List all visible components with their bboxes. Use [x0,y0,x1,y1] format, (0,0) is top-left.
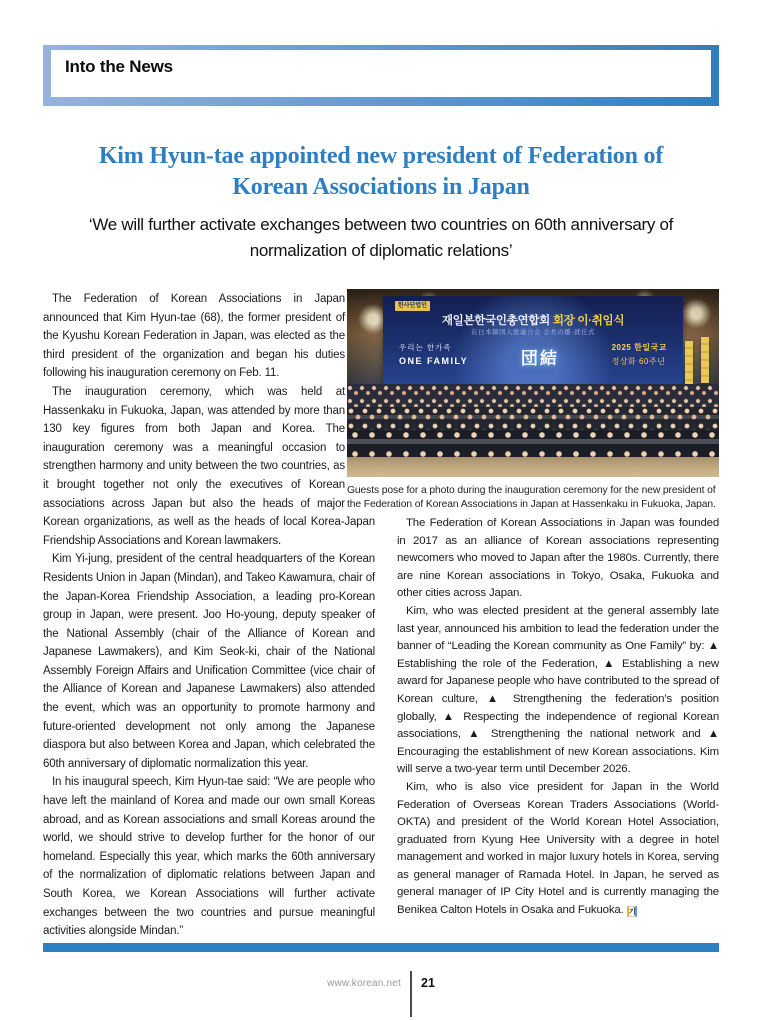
end-mark-icon: 기 [628,907,636,917]
left-column [43,290,375,941]
right-paragraph-2: Kim, who was elected president at the general assembly late last year, announced his ambition to lead the federation under the banner of “Leading the Korean community as One Family” by: ▲ Establishing the role of the Federation, ▲ Establishing a new award for Japanese people who have contributed to the spread of Korean culture, ▲ Strengthening the federation’s position globally, ▲ Respecting the independence of regional Korean associations, ▲ Strengthening the national network and ▲ Encouraging the establishment of new Korean associations. Kim will serve a two-year term until December 2026. [397,604,719,776]
banner-anniversary-line1: 2025 한일국교 [611,343,667,352]
article-title-line1: Kim Hyun-tae appointed new president of Federation of [98,143,664,169]
left-paragraph-1: The Federation of Korean Associations in Japan announced that Kim Hyun-tae (68), the former president of the Kyushu Korean Federation in Japan, was elected as the third president of the organization and began his duties following his inauguration ceremony on Feb. 11. [43,293,345,380]
photo-block [347,289,719,512]
inauguration-photo [347,289,719,477]
banner-title-korean: 재일본한국인총연합회 [441,315,550,327]
article-subtitle: ‘We will further activate exchanges between two countries on 60th anniversary of normalization of diplomatic relations’ [88,215,674,260]
footer-divider [410,971,412,1017]
banner-anniversary-line2: 정상화 60주년 [611,357,666,366]
right-paragraph-3-text: Kim, who is also vice president for Japan in the World Federation of Overseas Korean Traders Associations (World-OKTA) and president of the World Korean Hotel Association, graduated from Kyung Hee University with a degree in hotel management and worked in major luxury hotels in Korea, serving as general manager of Ramada Hotel. In Japan, he served as general manager of IP City Hotel and is currently managing the Benikea Calton Hotels in Osaka and Fukuoka. [397,780,719,917]
banner-slogan-left [399,342,468,366]
vertical-gold-banner [701,337,709,383]
banner-slogans [383,342,683,369]
crowd-front-row-seated [347,430,719,460]
banner-subtitle: 在日本韓国人総連合会 会長の離·就任式 [471,329,595,336]
section-header-inner [51,50,711,97]
section-header-box [43,45,719,106]
left-paragraph-3: Kim Yi-jung, president of the central headquarters of the Korean Residents Union in Japan (Mindan), and Takeo Kawamura, chair of the Japan-Korea Friendship Association, a leading pro-Korean group in Japan, were present. Joo Ho-young, deputy speaker of the National Assembly (chair of the Alliance of Korean and Japanese Lawmakers), and Kim Seok-ki, chair of the National Assembly Foreign Affairs and Unification Committee (vice chair of the Alliance of Korean and Japanese Lawmakers) also attended the event, which was an opportunity to promote harmony and future-oriented development not only among the Japanese diaspora but also between Korea and Japan, which celebrated the 60th anniversary of diplomatic normalization this year. [43,553,375,770]
page-footer [0,971,762,1017]
vertical-gold-banner [685,341,693,387]
website-url[interactable]: www.korean.net [327,978,402,989]
photo-caption: Guests pose for a photo during the inauguration ceremony for the new president of the Federation of Korean Associations in Japan at Hassenkaku in Fukuoka, Japan. [347,485,716,510]
ballroom-floor [347,457,719,477]
banner-title-highlight: 회장 이·취임식 [549,315,625,327]
article-title [0,141,762,203]
article-body [43,287,719,937]
section-label: Into the News [65,57,173,76]
banner-slogan-right [612,342,667,367]
article-title-line2: Korean Associations in Japan [232,174,530,200]
left-paragraph-4: In his inaugural speech, Kim Hyun-tae said: “We are people who have left the mainland of Korea and made our own small Koreas abroad, and as Korean associations and small Koreas around the world, we should strive to develop further for the honor of our homeland. Especially this year, which marks the 60th anniversary of the normalization of diplomatic relations between Japan and South Korea, we Korean Associations will further activate exchanges between the two countries and pursue meaningful activities alongside Mindan.” [43,776,375,938]
right-paragraph-1: The Federation of Korean Associations in Japan was founded in 2017 as an alliance of Korean associations representing newcomers who moved to Japan after the 1980s. Currently, there are nine Korean associations in Tokyo, Osaka, Fukuoka and other cities across Japan. [397,517,719,600]
page-number: 21 [421,976,435,990]
crowd-back-rows [347,384,719,409]
banner-title [383,312,683,328]
banner-unity-characters: 団結 [520,349,559,368]
banner-one-family-english: ONE FAMILY [399,356,469,366]
banner-one-family-korean: 우리는 한가족 [399,343,452,352]
banner-badge: 한사단법인 [395,301,430,311]
footer-rule-bar [43,943,719,952]
right-paragraph-3 [397,779,719,920]
right-column [397,515,719,920]
left-paragraph-2: The inauguration ceremony, which was held at Hassenkaku in Fukuoka, Japan, was attended by more than 130 key figures from both Japan and Korea. The inauguration ceremony was a meaningful occasion to strengthen harmony and unity between the two countries, as it brought together not only the executives of Korean associations across Japan but also the heads of major Korean organizations, as well as the heads of local Korea-Japan Friendship Associations and Korean lawmakers. [43,385,375,547]
